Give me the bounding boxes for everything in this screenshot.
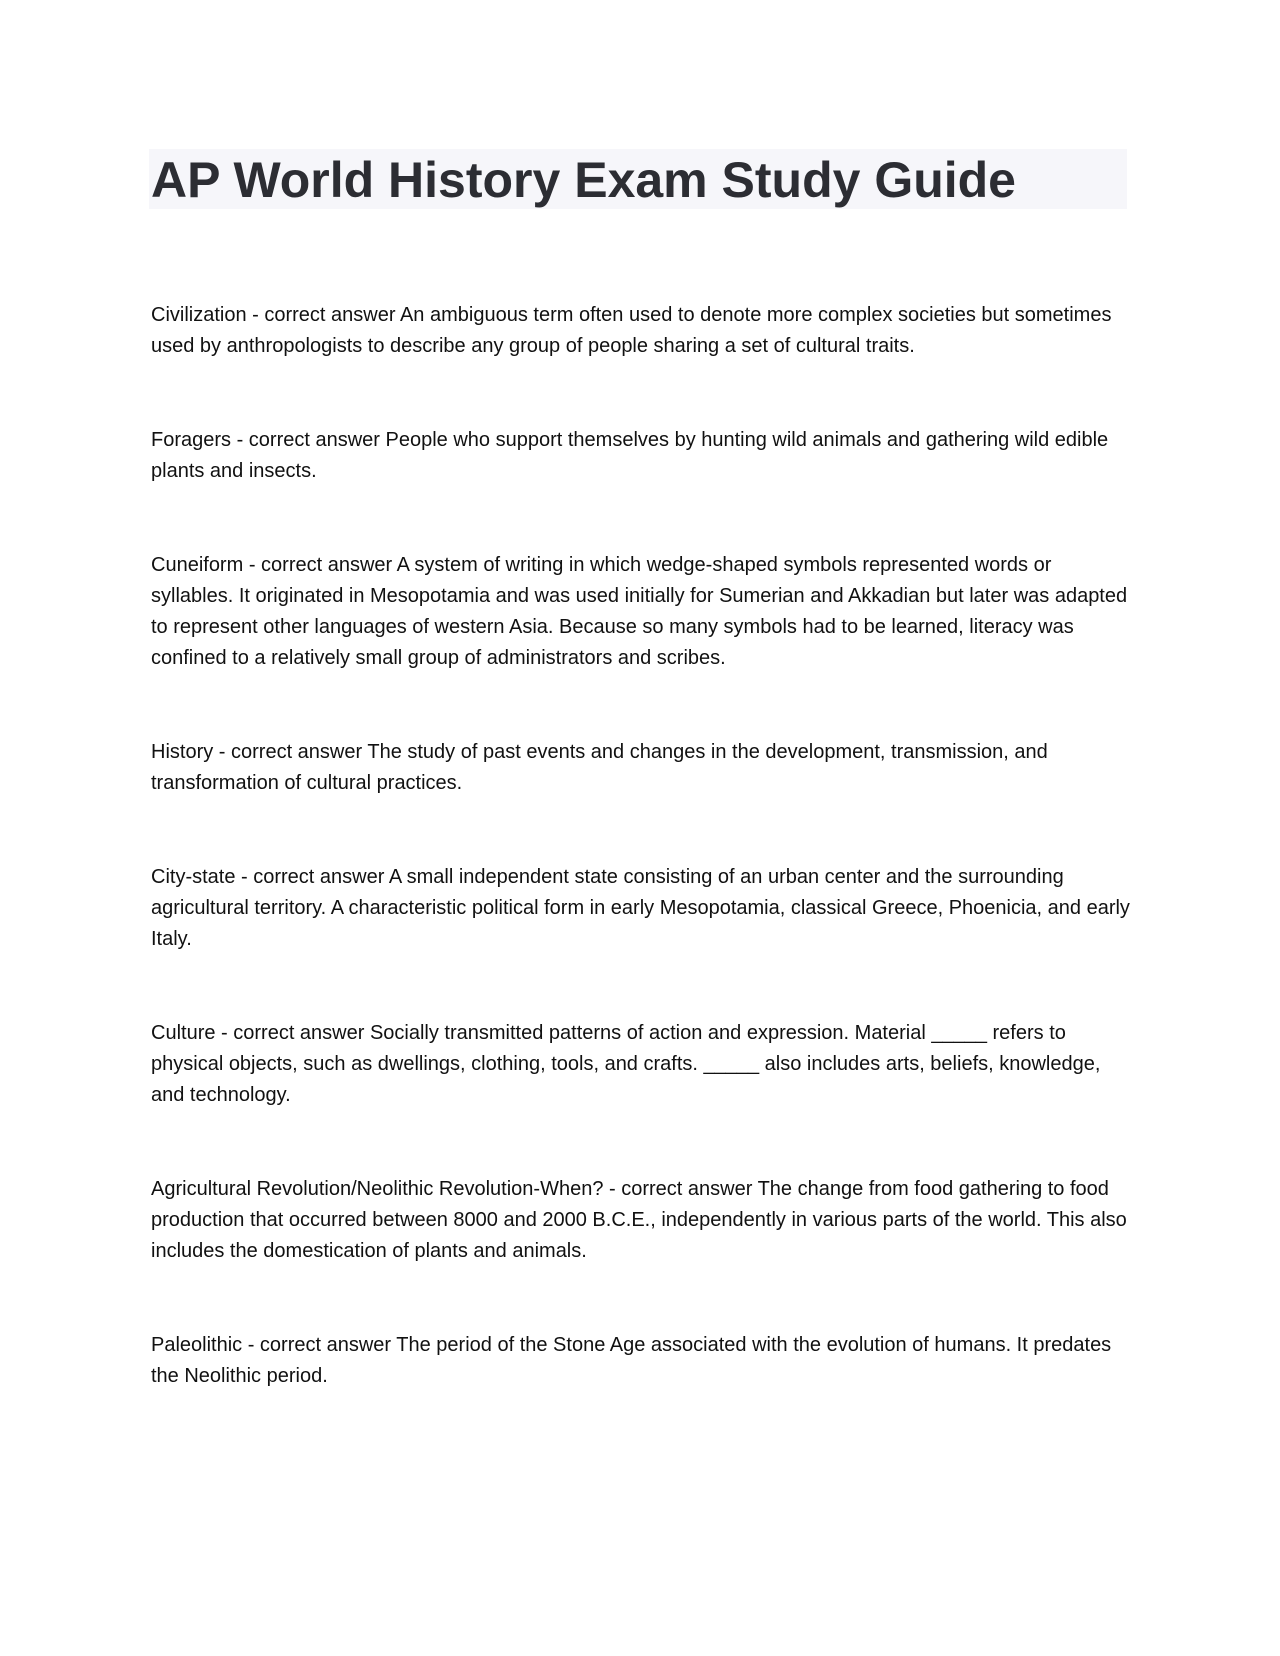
entry-history: History - correct answer The study of past events and changes in the development, transmission, and transformation of cultural practices. (151, 741, 1048, 794)
study-guide-entries (151, 300, 1136, 1455)
entry-city-state: City-state - correct answer A small independent state consisting of an urban center and the surrounding agricultural territory. A characteristic political form in early Mesopotamia, classical Greece, Phoenicia, and early Italy. (151, 866, 1130, 950)
page-title: AP World History Exam Study Guide (151, 152, 1016, 208)
entry-foragers: Foragers - correct answer People who support themselves by hunting wild animals and gathering wild edible plants and insects. (151, 429, 1109, 482)
entry-agricultural-revolution: Agricultural Revolution/Neolithic Revolution-When? - correct answer The change from food gathering to food production that occurred between 8000 and 2000 B.C.E., independently in various parts of the world. This also includes the domestication of plants and animals. (151, 1178, 1127, 1262)
entry-paleolithic: Paleolithic - correct answer The period of the Stone Age associated with the evolution of humans. It predates the Neolithic period. (151, 1334, 1112, 1387)
entry-civilization: Civilization - correct answer An ambiguous term often used to denote more complex societies but sometimes used by anthropologists to describe any group of people sharing a set of cultural traits. (151, 304, 1112, 357)
entry-culture: Culture - correct answer Socially transmitted patterns of action and expression. Material _____ refers to physical objects, such as dwellings, clothing, tools, and crafts. _____ also includes arts, beliefs, knowledge, and technology. (151, 1022, 1101, 1106)
entry-cuneiform: Cuneiform - correct answer A system of writing in which wedge-shaped symbols represented words or syllables. It originated in Mesopotamia and was used initially for Sumerian and Akkadian but later was adapted to represent other languages of western Asia. Because so many symbols had to be learned, literacy was confined to a relatively small group of administrators and scribes. (151, 554, 1128, 669)
